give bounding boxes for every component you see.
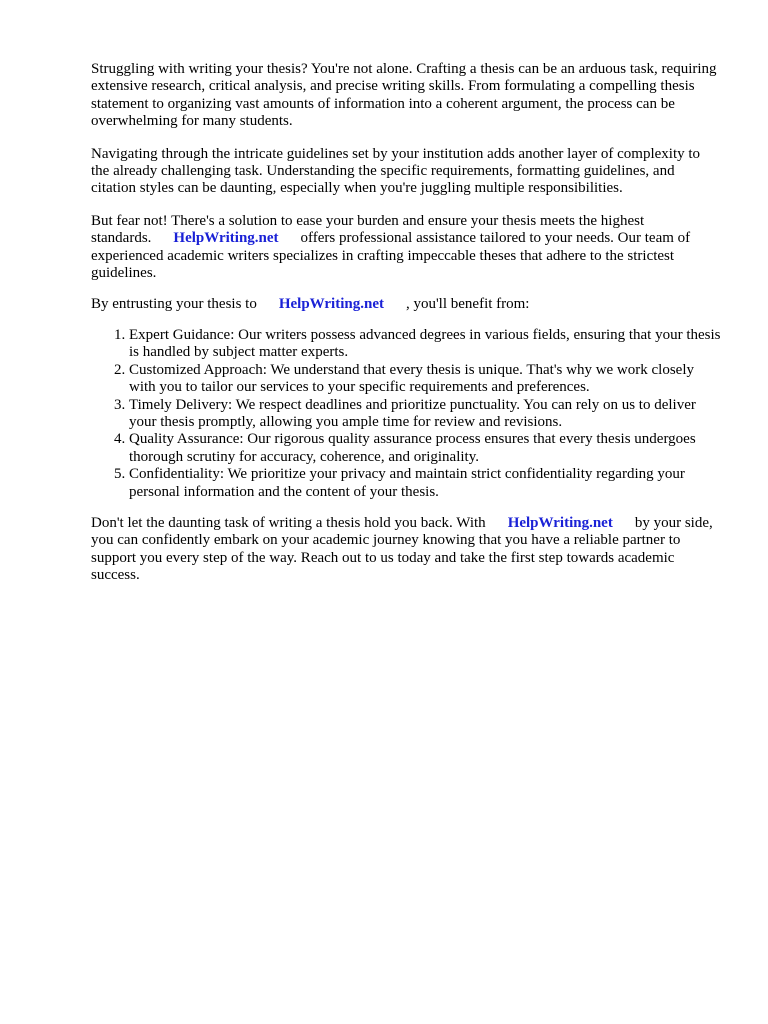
closing-text-before: Don't let the daunting task of writing a thesis hold you back. With: [91, 514, 486, 531]
solution-text-before: But fear not! There's a solution to ease your burden and ensure your thesis meets the highest standards.: [91, 212, 645, 247]
helpwriting-link[interactable]: HelpWriting.net: [507, 514, 613, 531]
benefits-intro-before: By entrusting your thesis to: [91, 296, 257, 313]
closing-paragraph: [91, 515, 721, 585]
list-item: 1. Expert Guidance: Our writers possess advanced degrees in various fields, ensuring that your thesis is handled by subject matter experts.: [129, 327, 721, 362]
intro-paragraph: Struggling with writing your thesis? You're not alone. Crafting a thesis can be an arduous task, requiring extensive research, critical analysis, and precise writing skills. From formulating a compelling thesis statement to organizing vast amounts of information into a coherent argument, the process can be overwhelming for many students.: [91, 61, 717, 130]
document-page: [91, 61, 721, 585]
helpwriting-link[interactable]: HelpWriting.net: [173, 230, 279, 247]
solution-text-after: offers professional assistance tailored to your needs. Our team of experienced academic writers specializes in crafting impeccable theses that adhere to the strictest guidelines.: [91, 230, 691, 282]
list-item: 4. Quality Assurance: Our rigorous quality assurance process ensures that every thesis undergoes thorough scrutiny for accuracy, coherence, and originality.: [129, 431, 721, 466]
list-item: 5. Confidentiality: We prioritize your privacy and maintain strict confidentiality regarding your personal information and the content of your thesis.: [129, 466, 721, 501]
benefits-intro-after: , you'll benefit from:: [405, 296, 530, 313]
solution-paragraph: [91, 213, 721, 283]
benefits-list: [91, 327, 721, 501]
benefits-intro-paragraph: [91, 296, 721, 313]
list-item: 3. Timely Delivery: We respect deadlines and prioritize punctuality. You can rely on us to deliver your thesis promptly, allowing you ample time for review and revisions.: [129, 397, 721, 432]
list-item: 2. Customized Approach: We understand that every thesis is unique. That's why we work closely with you to tailor our services to your specific requirements and preferences.: [129, 362, 721, 397]
helpwriting-link[interactable]: HelpWriting.net: [278, 296, 384, 313]
guidelines-paragraph: Navigating through the intricate guidelines set by your institution adds another layer of complexity to the already challenging task. Understanding the specific requirements, formatting guidelines, and citation styles can be daunting, especially when you're juggling multiple responsibilities.: [91, 145, 701, 197]
closing-text-after: by your side, you can confidently embark on your academic journey knowing that you have a reliable partner to support you every step of the way. Reach out to us today and take the first step towards academic success.: [91, 514, 713, 584]
